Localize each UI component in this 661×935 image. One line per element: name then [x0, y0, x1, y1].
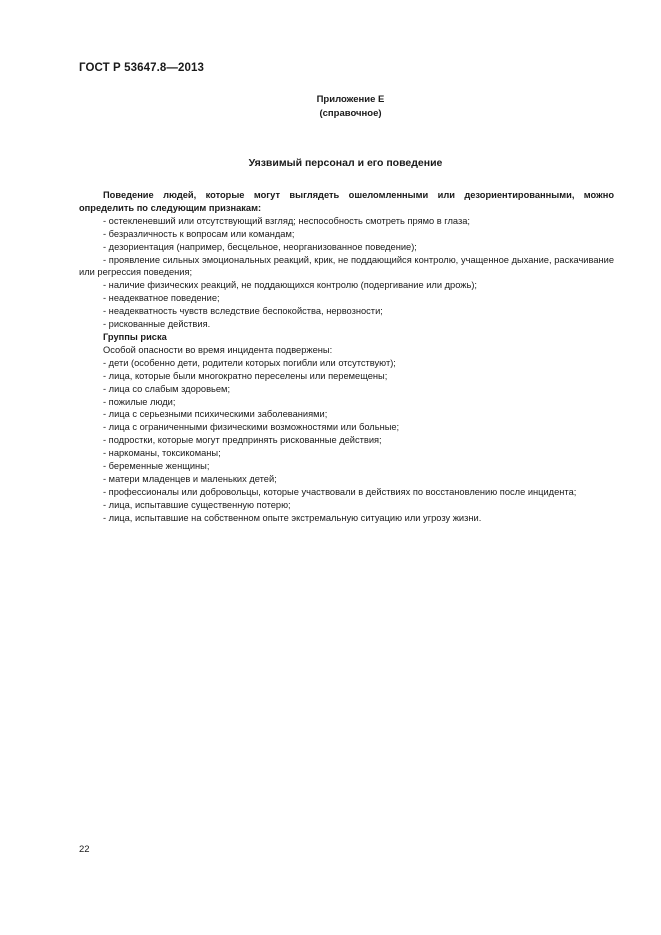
list-item: - лица с серьезными психическими заболеваниями;	[103, 409, 328, 420]
list-item: - лица, испытавшие на собственном опыте экстремальную ситуацию или угрозу жизни.	[103, 512, 482, 523]
section-title-text: Уязвимый персонал и его поведение	[248, 157, 443, 169]
annex-type: (справочное)	[319, 108, 382, 119]
page-number: 22	[79, 844, 90, 855]
list-item: - наркоманы, токсикоманы;	[103, 448, 221, 459]
list-item: - безразличность к вопросам или командам;	[103, 228, 295, 239]
signs-lead-paragraph: Поведение людей, которые могут выглядеть ошеломленными или дезориентированными, можно определить по следующим признакам:	[79, 190, 614, 213]
list-item: - лица, которые были многократно переселены или перемещены;	[103, 370, 388, 381]
list-item: - наличие физических реакций, не поддающихся контролю (подергивание или дрожь);	[103, 280, 478, 291]
risk-groups-intro: Особой опасности во время инцидента подвержены:	[103, 344, 333, 355]
annex-title: Приложение Е	[316, 94, 385, 105]
list-item: - неадекватность чувств вследствие беспокойства, нервозности;	[103, 306, 383, 317]
document-body	[79, 189, 614, 525]
list-item: - проявление сильных эмоциональных реакций, крик, не поддающийся контролю, учащенное дыхание, раскачивание или регрессия поведения;	[79, 254, 614, 278]
list-item: - пожилые люди;	[103, 396, 176, 407]
list-item: - дети (особенно дети, родители которых погибли или отсутствуют);	[103, 357, 396, 368]
list-item: - неадекватное поведение;	[103, 293, 220, 304]
annex-heading	[0, 93, 661, 121]
list-item: - подростки, которые могут предпринять рискованные действия;	[103, 435, 382, 446]
section-title	[0, 157, 661, 169]
list-item: - лица со слабым здоровьем;	[103, 383, 231, 394]
list-item: - рискованные действия.	[103, 319, 211, 330]
list-item: - остекленевший или отсутствующий взгляд; неспособность смотреть прямо в глаза;	[103, 215, 470, 226]
list-item: - лица, испытавшие существенную потерю;	[103, 499, 291, 510]
list-item: - матери младенцев и маленьких детей;	[103, 473, 277, 484]
standard-code: ГОСТ Р 53647.8—2013	[79, 62, 204, 74]
list-item: - беременные женщины;	[103, 461, 210, 472]
risk-groups-heading: Группы риска	[103, 331, 167, 342]
list-item: - профессионалы или добровольцы, которые участвовали в действиях по восстановлению после инцидента;	[103, 486, 577, 497]
list-item: - лица с ограниченными физическими возможностями или больные;	[103, 422, 400, 433]
list-item: - дезориентация (например, бесцельное, неорганизованное поведение);	[103, 241, 417, 252]
